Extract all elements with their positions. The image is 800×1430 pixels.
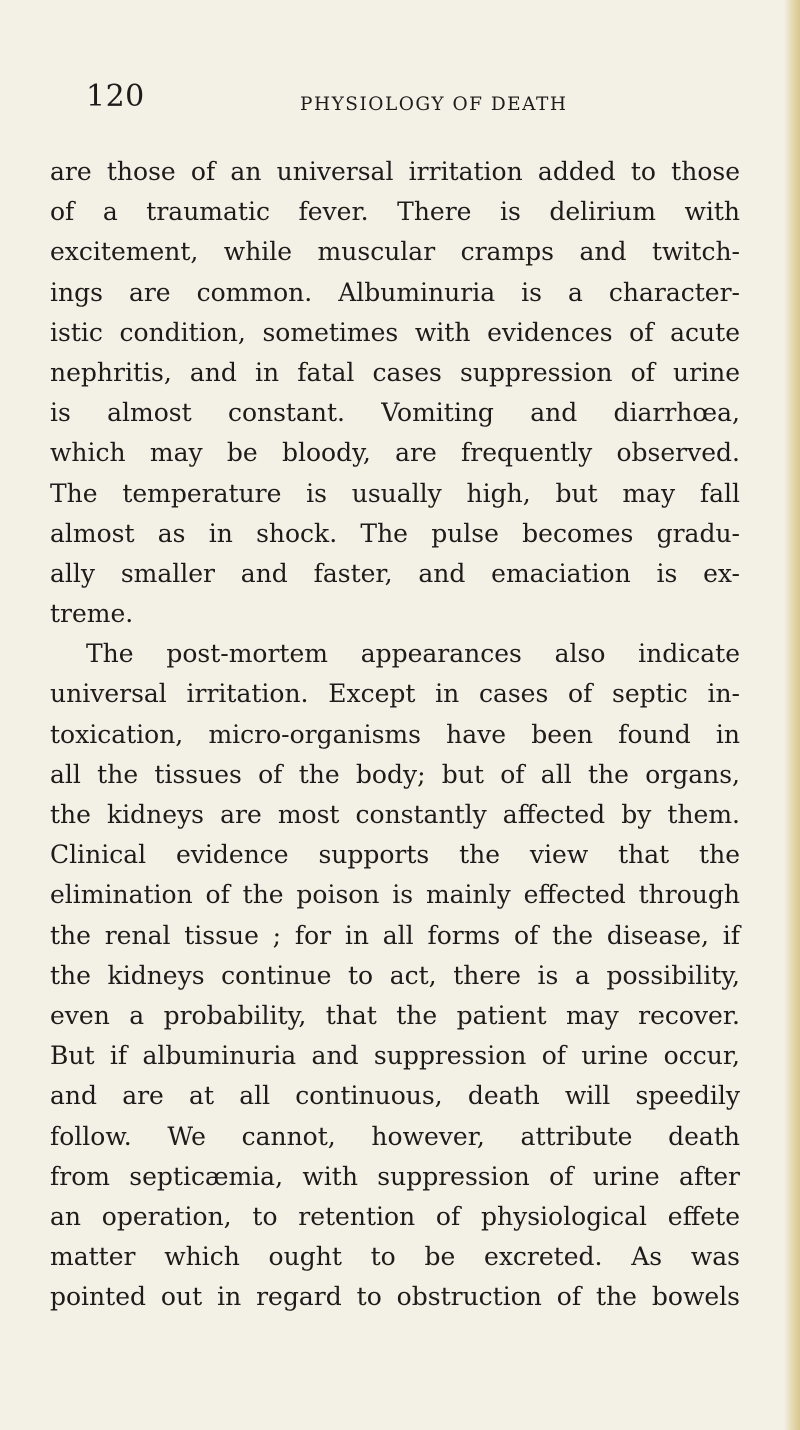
text-line: are those of an universal irritation added to those	[50, 157, 740, 186]
running-title: PHYSIOLOGY OF DEATH	[300, 94, 568, 115]
text-line: ings are common. Albuminuria is a character-	[50, 277, 740, 307]
text-line: which may be bloody, are frequently observed.	[50, 438, 740, 468]
text-line: ally smaller and faster, and emaciation is ex-	[50, 558, 740, 588]
paragraph-end-line: treme.	[50, 599, 134, 629]
text-line: an operation, to retention of physiological effete	[50, 1201, 740, 1231]
text-line: But if albuminuria and suppression of urine occur,	[50, 1041, 740, 1071]
text-line: from septicæmia, with suppression of urine after	[50, 1161, 740, 1191]
text-line: of a traumatic fever. There is delirium with	[50, 197, 740, 227]
text-line: Clinical evidence supports the view that the	[50, 840, 740, 870]
text-line: matter which ought to be excreted. As was	[50, 1242, 740, 1272]
text-line: follow. We cannot, however, attribute death	[50, 1121, 740, 1151]
text-line: is almost constant. Vomiting and diarrhœa,	[50, 398, 740, 428]
text-line: all the tissues of the body; but of all the organs,	[50, 759, 740, 789]
text-line: The temperature is usually high, but may fall	[50, 478, 740, 508]
text-line: universal irritation. Except in cases of septic in-	[50, 679, 740, 709]
page-edge-shadow	[784, 0, 800, 1430]
text-line: the renal tissue ; for in all forms of the disease, if	[50, 920, 740, 950]
text-line: and are at all continuous, death will speedily	[50, 1081, 740, 1111]
text-line: pointed out in regard to obstruction of the bowels	[50, 1282, 740, 1312]
text-line: the kidneys continue to act, there is a possibility,	[50, 960, 740, 990]
body-text	[50, 152, 740, 1317]
text-line: excitement, while muscular cramps and twitch-	[50, 237, 740, 267]
text-line: toxication, micro-organisms have been found in	[50, 719, 740, 749]
text-line: nephritis, and in fatal cases suppression of urine	[50, 357, 740, 387]
page-number: 120	[86, 79, 145, 114]
text-line: almost as in shock. The pulse becomes gradu-	[50, 518, 740, 548]
paragraph-start-line: The post-mortem appearances also indicate	[86, 639, 740, 669]
text-line: elimination of the poison is mainly effected through	[50, 880, 740, 910]
text-line: the kidneys are most constantly affected by them.	[50, 800, 740, 829]
text-line: istic condition, sometimes with evidences of acute	[50, 317, 740, 347]
text-line: even a probability, that the patient may recover.	[50, 1000, 740, 1030]
